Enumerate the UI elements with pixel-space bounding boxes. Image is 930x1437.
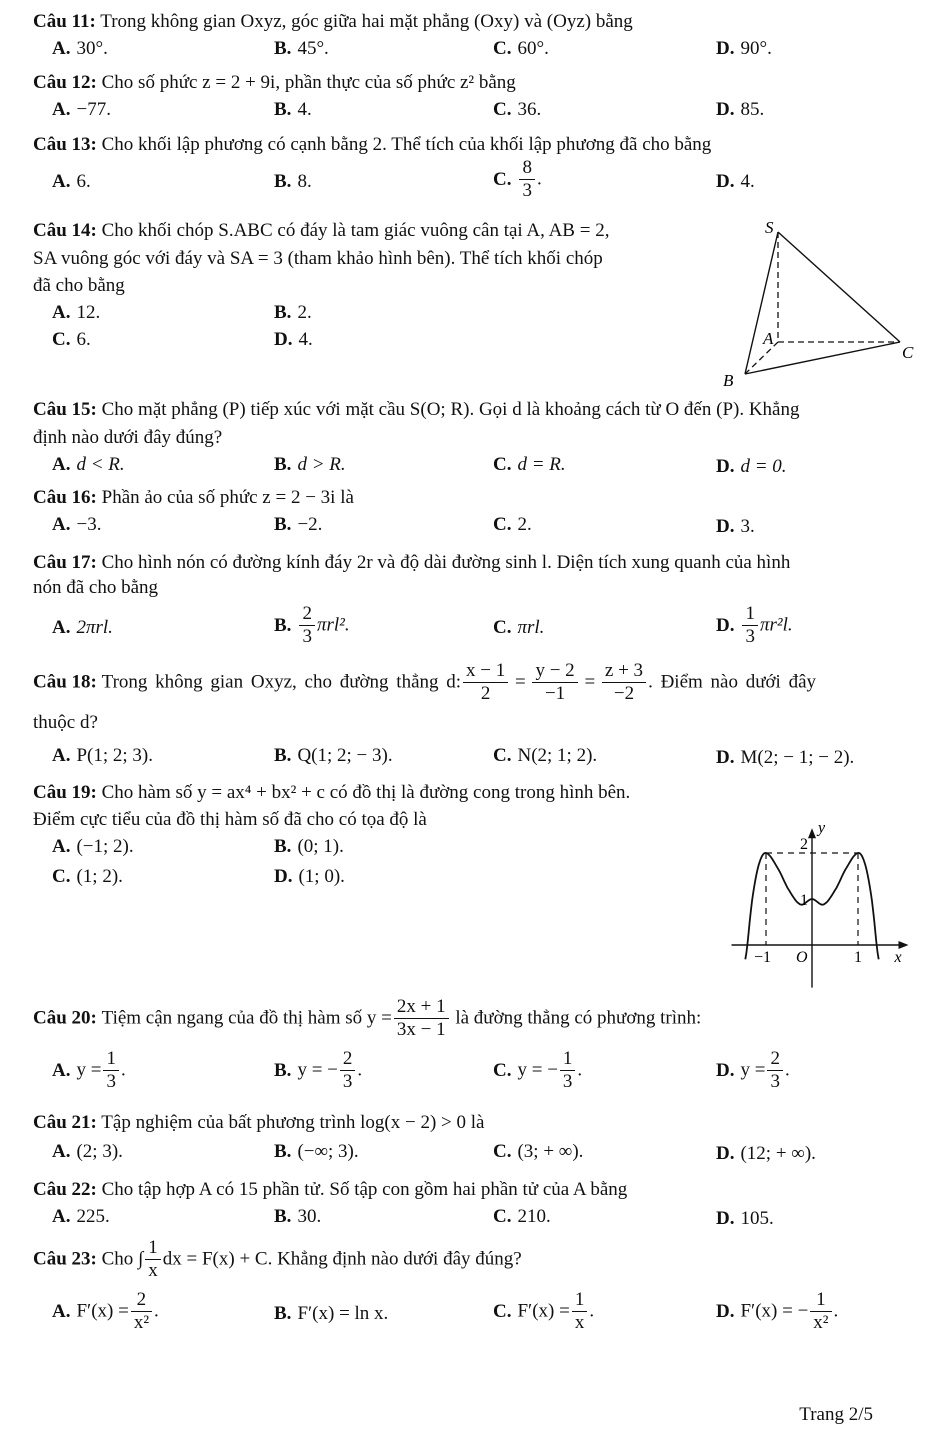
q18-option-c: C. N(2; 1; 2). <box>493 745 598 766</box>
tick-label-x-minus1: −1 <box>754 949 772 966</box>
vertex-c-label: C <box>902 343 914 362</box>
q23-option-c: C. F′(x) = $\frac{1}{x}$ . <box>493 1289 595 1333</box>
question-16-stem: Câu 16: Phần ảo của số phức z = 2 − 3i là <box>33 487 354 508</box>
tick-label-y-2: 2 <box>800 836 808 853</box>
q11-option-d: D. 90°. <box>716 38 772 59</box>
q23-option-a: A. F′(x) = $\frac{2}{\text{x²}}$ . <box>52 1289 159 1333</box>
q14-option-a: A. 12. <box>52 302 101 323</box>
question-12-stem: Câu 12: Cho số phức z = 2 + 9i, phần thực của số phức z² bằng <box>33 72 516 93</box>
q15-option-d: D. d = 0. <box>716 456 787 477</box>
q21-option-b: B. (−∞; 3). <box>274 1141 359 1162</box>
q17-option-a: A. 2πrl. <box>52 617 113 638</box>
q16-option-d: D. 3. <box>716 516 755 537</box>
q22-option-c: C. 210. <box>493 1206 551 1227</box>
q11-option-a: A. 30°. <box>52 38 108 59</box>
q16-option-c: C. 2. <box>493 514 532 535</box>
vertex-a-label: A <box>763 329 774 348</box>
q14-option-d: D. 4. <box>274 329 313 350</box>
question-21-stem: Câu 21: Tập nghiệm của bất phương trình log(x − 2) > 0 là <box>33 1112 485 1133</box>
pyramid-figure <box>715 212 925 392</box>
q21-option-a: A. (2; 3). <box>52 1141 123 1162</box>
y-axis-arrow <box>808 828 816 838</box>
q21-option-c: C. (3; + ∞). <box>493 1141 584 1162</box>
q22-option-b: B. 30. <box>274 1206 322 1227</box>
edge-sb <box>745 232 778 374</box>
q12-option-c: C. 36. <box>493 99 542 120</box>
q15-option-b: B. d > R. <box>274 454 346 475</box>
q19-option-b: B. (0; 1). <box>274 836 344 857</box>
q16-option-b: B. −2. <box>274 514 323 535</box>
q14-option-c: C. 6. <box>52 329 91 350</box>
question-13-stem: Câu 13: Cho khối lập phương có cạnh bằng 2. Thể tích của khối lập phương đã cho bằng <box>33 134 712 155</box>
q20-option-d: D. y = $\frac{2}{3}$ . <box>716 1048 790 1092</box>
q23-option-d: D. F′(x) = − $\frac{1}{\text{x²}}$ . <box>716 1289 839 1333</box>
x-axis-arrow <box>899 941 909 949</box>
question-14-stem-line3: đã cho bằng <box>33 275 125 296</box>
q19-option-d: D. (1; 0). <box>274 866 345 887</box>
question-19-stem-line2: Điểm cực tiểu của đồ thị hàm số đã cho có tọa độ là <box>33 809 427 830</box>
q18-option-d: D. M(2; − 1; − 2). <box>716 747 855 768</box>
q17-option-d: D. $\frac{1}{3}$ πr²l. <box>716 603 793 647</box>
q20-option-b: B. y = − $\frac{2}{3}$ . <box>274 1048 363 1092</box>
q19-option-a: A. (−1; 2). <box>52 836 134 857</box>
question-18-stem-line2: thuộc d? <box>33 712 98 733</box>
q11-option-b: B. 45°. <box>274 38 329 59</box>
q13-option-c: C. $\frac{8}{3}$ . <box>493 157 542 201</box>
question-15-stem-line1: Câu 15: Cho mặt phẳng (P) tiếp xúc với mặt cầu S(O; R). Gọi d là khoảng cách từ O đến (P). Khẳng <box>33 399 800 420</box>
question-14-stem-line2: SA vuông góc với đáy và SA = 3 (tham khảo hình bên). Thể tích khối chóp <box>33 248 603 269</box>
q13-option-d: D. 4. <box>716 171 755 192</box>
question-14-stem-line1: Câu 14: Cho khối chóp S.ABC có đáy là tam giác vuông cân tại A, AB = 2, <box>33 220 610 241</box>
vertex-b-label: B <box>723 371 734 390</box>
q22-option-a: A. 225. <box>52 1206 110 1227</box>
question-19-stem-line1: Câu 19: Cho hàm số y = ax⁴ + bx² + c có đồ thị là đường cong trong hình bên. <box>33 782 631 803</box>
q23-option-b: B. F′(x) = ln x. <box>274 1303 389 1324</box>
q12-option-d: D. 85. <box>716 99 765 120</box>
q22-option-d: D. 105. <box>716 1208 774 1229</box>
question-17-stem-line2: nón đã cho bằng <box>33 577 159 598</box>
question-18-stem-line1: Câu 18: Trong không gian Oxyz, cho đường thẳng d: $\frac{x - 1}{2}$ = $\frac{y - 2}{-1}$ = $\frac{z + 3}{-2}$ . Điểm nào dưới đây <box>33 660 817 704</box>
q15-option-a: A. d < R. <box>52 454 125 475</box>
q16-option-a: A. −3. <box>52 514 102 535</box>
q17-option-b: B. $\frac{2}{3}$ πrl². <box>274 603 350 647</box>
q14-option-b: B. 2. <box>274 302 312 323</box>
q17-option-c: C. πrl. <box>493 617 545 638</box>
q18-option-a: A. P(1; 2; 3). <box>52 745 154 766</box>
q12-option-a: A. −77. <box>52 99 111 120</box>
question-15-stem-line2: định nào dưới đây đúng? <box>33 427 223 448</box>
q13-option-b: B. 8. <box>274 171 312 192</box>
q12-option-b: B. 4. <box>274 99 312 120</box>
tick-label-y-1: 1 <box>800 892 808 909</box>
q21-option-d: D. (12; + ∞). <box>716 1143 816 1164</box>
tick-label-origin: O <box>796 949 808 966</box>
q15-option-c: C. d = R. <box>493 454 566 475</box>
question-17-stem-line1: Câu 17: Cho hình nón có đường kính đáy 2r và độ dài đường sinh l. Diện tích xung quanh của hình <box>33 552 791 573</box>
q19-option-c: C. (1; 2). <box>52 866 123 887</box>
question-22-stem: Câu 22: Cho tập hợp A có 15 phần tử. Số tập con gồm hai phần tử của A bằng <box>33 1179 628 1200</box>
question-23-stem: Câu 23: Cho ∫ $\frac{1}{x}$ dx = F(x) + C. Khẳng định nào dưới đây đúng? <box>33 1237 522 1281</box>
edge-sc <box>778 232 900 342</box>
q20-option-c: C. y = − $\frac{1}{3}$ . <box>493 1048 583 1092</box>
question-20-stem: Câu 20: Tiệm cận ngang của đồ thị hàm số y = $\frac{2x + 1}{3x - 1}$ là đường thẳng có phương trình: <box>33 996 702 1040</box>
vertex-s-label: S <box>765 218 774 237</box>
page-number: Trang 2/5 <box>799 1404 873 1425</box>
question-11-stem: Câu 11: Trong không gian Oxyz, góc giữa hai mặt phẳng (Oxy) và (Oyz) bằng <box>33 11 633 32</box>
q11-option-c: C. 60°. <box>493 38 549 59</box>
q18-option-b: B. Q(1; 2; − 3). <box>274 745 393 766</box>
q20-option-a: A. y = $\frac{1}{3}$ . <box>52 1048 126 1092</box>
quartic-graph <box>722 805 922 995</box>
q13-option-a: A. 6. <box>52 171 91 192</box>
x-axis-label: x <box>894 949 902 966</box>
y-axis-label: y <box>818 819 826 837</box>
tick-label-x-1: 1 <box>854 949 862 966</box>
